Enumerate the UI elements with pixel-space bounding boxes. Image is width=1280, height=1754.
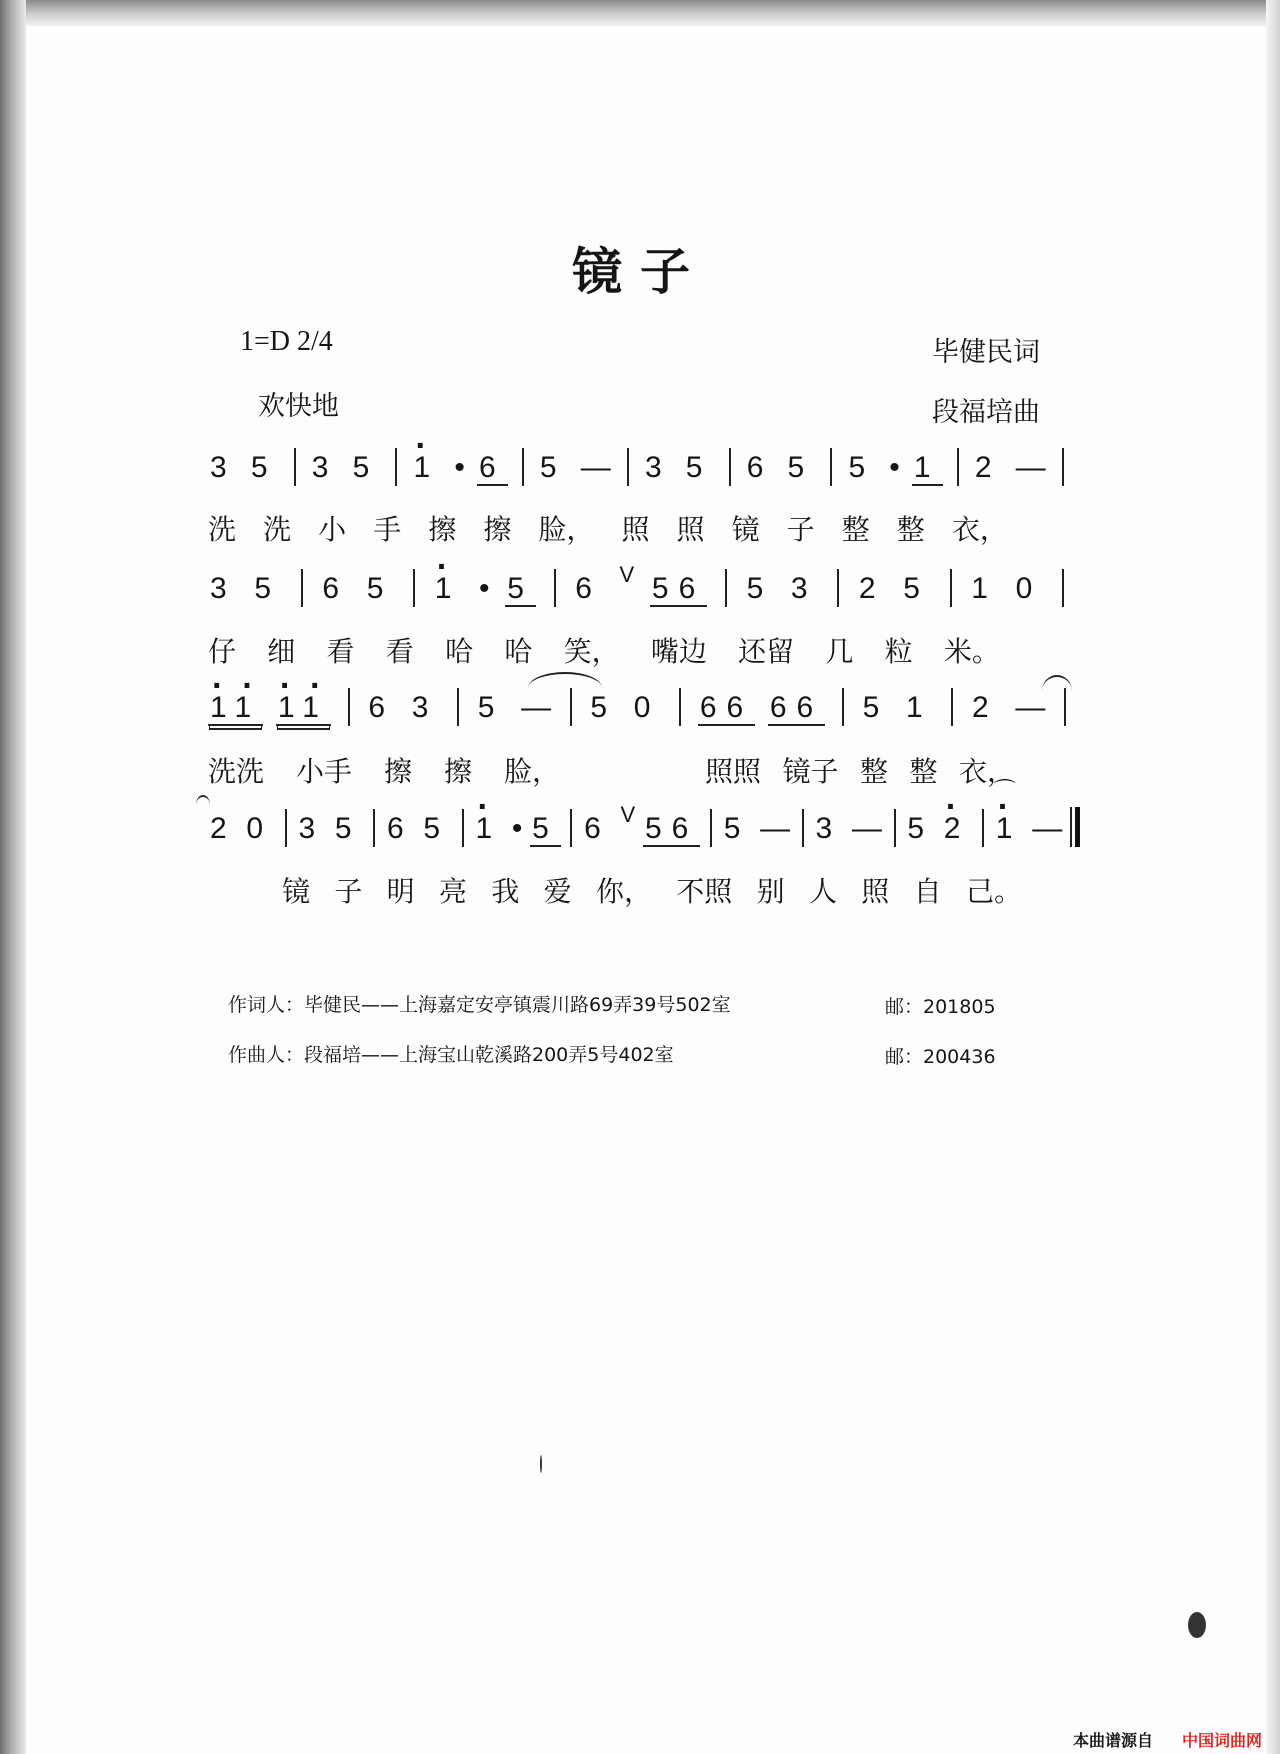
note: 3: [298, 812, 326, 845]
bar-line: [285, 809, 287, 847]
dash-extension: —: [580, 451, 611, 484]
augmentation-dot: •: [889, 451, 900, 484]
lyric-syllable: 整: [859, 755, 888, 788]
bar-line: [570, 809, 572, 847]
dash-extension: —: [1015, 691, 1046, 724]
note: 2: [974, 451, 1002, 484]
lyric-syllable: 整: [896, 513, 925, 546]
lyric-syllable: 擦: [383, 755, 412, 788]
lyricist-address: 作词人：毕健民——上海嘉定安亭镇震川路69弄39号502室: [228, 994, 731, 1016]
scan-edge-top: [0, 0, 1280, 26]
bar-line: [837, 569, 839, 607]
bar-line: [1062, 569, 1064, 607]
note: 6: [746, 451, 774, 484]
lyric-syllable: 自: [913, 875, 942, 908]
bar-line: [1062, 448, 1064, 486]
note: 56: [644, 812, 699, 845]
lyric-syllable: 子: [334, 875, 363, 908]
lyric-syllable: 明: [386, 875, 415, 908]
bar-line: [950, 569, 952, 607]
lyric-syllable: 脸，: [503, 755, 560, 788]
lyric-syllable: 亮: [438, 875, 467, 908]
lyric-syllable: 人: [808, 875, 837, 908]
dash-extension: —: [521, 691, 552, 724]
note: · 1: [473, 811, 504, 847]
lyrics-line-3b: [705, 750, 1015, 790]
lyric-syllable: 衣，: [951, 513, 1008, 546]
watermark-site: 中国词曲网: [1182, 1731, 1263, 1750]
note: 5: [539, 451, 567, 484]
lyric-syllable: 不照: [676, 875, 733, 908]
note: 5: [334, 812, 362, 845]
lyric-syllable: 嘴边: [650, 635, 707, 668]
note: 5: [723, 812, 751, 845]
note: 5: [907, 812, 934, 845]
note: 56: [651, 572, 706, 605]
bar-line: [554, 569, 556, 607]
lyricist-credit: 毕健民词: [932, 337, 1040, 368]
note: · 2: [942, 811, 973, 847]
note: 2: [858, 572, 886, 605]
note: 3: [644, 451, 672, 484]
note: 5: [532, 812, 559, 845]
augmentation-dot: •: [479, 572, 490, 605]
score-line-4: [208, 802, 1080, 847]
lyric-syllable: 照: [861, 875, 890, 908]
note: 6: [386, 812, 414, 845]
note: 1: [971, 572, 998, 605]
note: 6: [584, 812, 611, 845]
lyric-syllable: 照: [676, 513, 705, 546]
lyric-syllable: 米。: [943, 635, 1000, 668]
key-signature: 1=D 2/4: [240, 326, 333, 357]
note: 5: [848, 451, 876, 484]
lyric-syllable: 洗: [263, 513, 292, 546]
lyric-syllable: 照: [621, 513, 650, 546]
bar-line: [301, 569, 303, 607]
augmentation-dot: •: [454, 451, 465, 484]
lyric-syllable: 整: [841, 513, 870, 546]
lyric-syllable: 衣，: [958, 755, 1015, 788]
breath-mark: V: [619, 562, 635, 587]
bar-line: [842, 688, 844, 726]
bar-line: [729, 448, 731, 486]
dash-extension: —: [760, 812, 791, 845]
lyric-syllable: 粒: [884, 635, 913, 668]
composer-address: 作曲人：段福培——上海宝山乾溪路200弄5号402室: [228, 1044, 674, 1066]
note: 5: [862, 691, 890, 724]
lyric-syllable: 别: [756, 875, 785, 908]
lyric-syllable: 镜: [282, 875, 311, 908]
tie-arc: [196, 795, 210, 805]
lyric-syllable: 擦: [428, 513, 457, 546]
note: 2: [971, 691, 999, 724]
lyricist-postcode: 邮：201805: [885, 996, 996, 1018]
breath-mark: V: [620, 802, 636, 827]
note: · · 11: [208, 692, 263, 726]
note: 5: [423, 812, 451, 845]
note: 2: [210, 812, 237, 845]
note: 0: [633, 691, 661, 724]
note: 1: [905, 691, 933, 724]
lyric-syllable: 镜子: [782, 755, 839, 788]
note: 5: [685, 451, 713, 484]
bar-line: [457, 688, 459, 726]
lyric-syllable: 笑，: [563, 635, 620, 668]
score-line-2: [208, 562, 1068, 607]
composer-postcode: 邮：200436: [885, 1046, 996, 1068]
lyric-syllable: 你，: [595, 875, 652, 908]
bar-line: [627, 448, 629, 486]
note: 3: [815, 812, 843, 845]
note: 66: [699, 691, 754, 724]
bar-line: [570, 688, 572, 726]
bar-line: [1064, 688, 1066, 726]
note: 6: [322, 572, 350, 605]
bar-line: [802, 809, 804, 847]
note: 5: [250, 451, 278, 484]
lyric-syllable: 几: [825, 635, 854, 668]
lyric-syllable: 擦: [443, 755, 472, 788]
lyric-syllable: 小手: [295, 755, 352, 788]
bar-line: [894, 809, 896, 847]
note: 5: [254, 572, 282, 605]
bar-line: [957, 448, 959, 486]
lyric-syllable: 看: [385, 635, 414, 668]
note: · 1: [412, 450, 443, 486]
composer-credit: 段福培曲: [932, 397, 1040, 428]
note: 6: [575, 572, 602, 605]
lyrics-line-2: [208, 630, 1000, 670]
scan-speck: [1188, 1612, 1206, 1638]
note: 3: [790, 572, 818, 605]
score-line-1: [208, 446, 1068, 486]
lyric-syllable: 我: [491, 875, 520, 908]
note: 5: [590, 691, 618, 724]
lyric-syllable: 看: [326, 635, 355, 668]
tempo-marking: 欢快地: [258, 391, 339, 422]
lyric-syllable: 仔: [208, 635, 237, 668]
lyrics-line-4: [282, 870, 1022, 910]
bar-line: [982, 809, 984, 847]
score-line-3: [208, 686, 1070, 726]
bar-line: [951, 688, 953, 726]
note: 3: [210, 451, 237, 484]
lyric-syllable: 洗洗: [208, 755, 265, 788]
note: 6: [478, 451, 506, 484]
lyric-syllable: 脸，: [538, 513, 595, 546]
bar-line: [679, 688, 681, 726]
bar-line: [710, 809, 712, 847]
bar-line: [348, 688, 350, 726]
note: 5: [352, 451, 380, 484]
bar-line: [725, 569, 727, 607]
note: 3: [210, 572, 237, 605]
lyrics-line-1: [208, 508, 1008, 548]
bar-line: [294, 448, 296, 486]
note: 5: [746, 572, 774, 605]
lyrics-line-3a: [208, 750, 560, 790]
note: 5: [903, 572, 930, 605]
lyric-syllable: 还留: [738, 635, 795, 668]
final-bar-line: [1070, 807, 1080, 847]
note: · 1: [433, 571, 464, 607]
note: 66: [769, 691, 824, 724]
lyric-syllable: 细: [267, 635, 296, 668]
scan-speck: [540, 1455, 542, 1473]
bar-line: [462, 809, 464, 847]
lyric-syllable: 镜: [731, 513, 760, 546]
note: 3: [311, 451, 339, 484]
watermark-prefix: 本曲谱源自: [1073, 1731, 1154, 1750]
note: 5: [366, 572, 394, 605]
augmentation-dot: •: [511, 812, 523, 845]
note: 0: [1015, 572, 1043, 605]
bar-line: [522, 448, 524, 486]
note: · 1 ⌒: [994, 811, 1025, 847]
dash-extension: —: [851, 812, 882, 845]
lyric-syllable: 子: [786, 513, 815, 546]
lyric-syllable: 爱: [543, 875, 572, 908]
bar-line: [830, 448, 832, 486]
note: 5: [477, 691, 505, 724]
bar-line: [373, 809, 375, 847]
bar-line: [395, 448, 397, 486]
note: 5: [507, 572, 534, 605]
lyric-syllable: 己。: [965, 875, 1022, 908]
note: 1: [913, 451, 941, 484]
lyric-syllable: 整: [909, 755, 938, 788]
lyric-syllable: 照照: [705, 755, 762, 788]
song-title: 镜子: [572, 243, 708, 301]
note: 5: [787, 451, 815, 484]
lyric-syllable: 小: [318, 513, 347, 546]
lyric-syllable: 手: [373, 513, 402, 546]
note: · · 11: [276, 692, 331, 726]
lyric-syllable: 洗: [208, 513, 237, 546]
dash-extension: —: [1032, 812, 1063, 845]
bar-line: [413, 569, 415, 607]
lyric-syllable: 擦: [483, 513, 512, 546]
lyric-syllable: 哈: [504, 635, 533, 668]
dash-extension: —: [1015, 451, 1046, 484]
note: 6: [368, 691, 396, 724]
note: 0: [246, 812, 274, 845]
lyric-syllable: 哈: [445, 635, 474, 668]
note: 3: [411, 691, 439, 724]
